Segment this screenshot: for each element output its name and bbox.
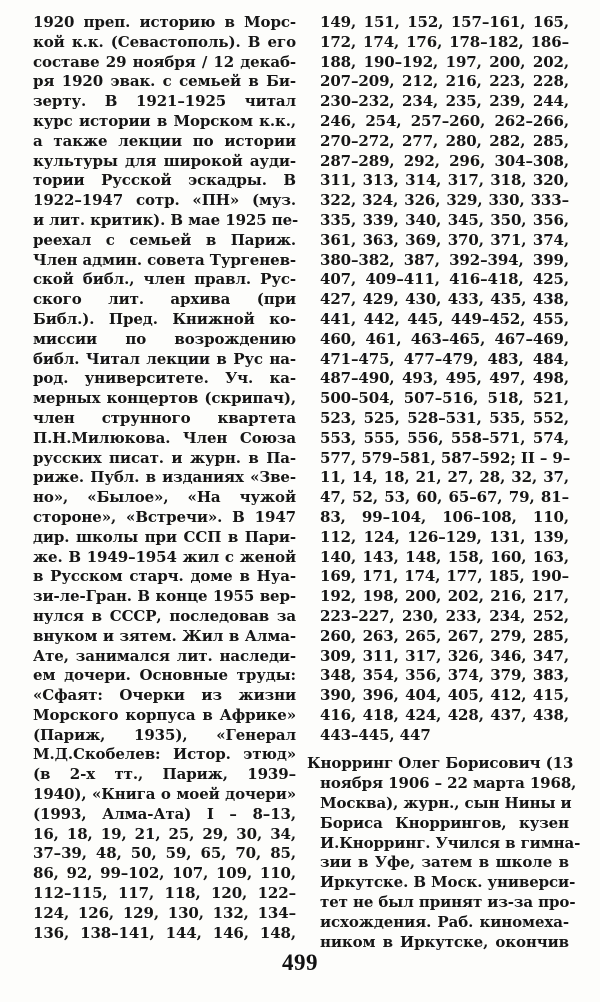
text-line: 47, 52, 53, 60, 65–67, 79, 81– [320, 488, 569, 507]
text-line: а также лекции по истории [33, 131, 296, 150]
text-line: 11, 14, 18, 21, 27, 28, 32, 37, [320, 468, 569, 487]
text-line: тет не был принят из-за про- [320, 893, 576, 912]
text-line: 523, 525, 528–531, 535, 552, [320, 408, 569, 427]
text-line: курс истории в Морском к.к., [33, 111, 296, 130]
text-line: ря 1920 эвак. с семьей в Би- [33, 72, 296, 91]
text-line: 260, 263, 265, 267, 279, 285, [320, 626, 569, 645]
text-line: П.Н.Милюкова. Член Союза [33, 428, 296, 447]
text-line: член струнного квартета [33, 408, 296, 427]
text-line: 83, 99–104, 106–108, 110, [320, 507, 569, 526]
text-line: (в 2-х тт., Париж, 1939– [33, 765, 296, 784]
text-line: 500–504, 507–516, 518, 521, [320, 389, 569, 408]
text-line: Библ.). Пред. Книжной ко- [33, 309, 296, 328]
text-line: 441, 442, 445, 449–452, 455, [320, 309, 569, 328]
text-line: 270–272, 277, 280, 282, 285, [320, 131, 569, 150]
text-line: Кнорринг Олег Борисович (13 [307, 754, 574, 773]
text-line: 577, 579–581, 587–592; II – 9– [320, 448, 571, 467]
text-line: 487–490, 493, 495, 497, 498, [320, 369, 569, 388]
text-line: 169, 171, 174, 177, 185, 190– [320, 567, 569, 586]
text-line: 348, 354, 356, 374, 379, 383, [320, 666, 569, 685]
text-line: культуры для широкой ауди- [33, 151, 296, 170]
text-line: зи-ле-Гран. В конце 1955 вер- [33, 587, 296, 606]
text-line: Морского корпуса в Африке» [33, 705, 296, 724]
text-line: 112–115, 117, 118, 120, 122– [33, 884, 296, 903]
text-line: род. университете. Уч. ка- [33, 369, 296, 388]
paragraph [307, 754, 581, 952]
paragraph [307, 13, 569, 745]
text-line: 230–232, 234, 235, 239, 244, [320, 92, 569, 111]
text-line: И.Кнорринг. Учился в гимна- [320, 833, 581, 852]
text-line: исхождения. Раб. киномеха- [320, 912, 569, 931]
text-line: же. В 1949–1954 жил с женой [33, 547, 296, 566]
text-line: 188, 190–192, 197, 200, 202, [320, 52, 569, 71]
text-line: в Русском старч. доме в Нуа- [33, 567, 296, 586]
text-line: Член админ. совета Тургенев- [33, 250, 297, 269]
text-line: 407, 409–411, 416–418, 425, [320, 270, 569, 289]
text-line: 112, 124, 126–129, 131, 139, [320, 527, 569, 546]
text-line: 416, 418, 424, 428, 437, 438, [320, 705, 569, 724]
text-line: ского лит. архива (при [33, 290, 296, 309]
left-text-column [33, 13, 299, 943]
text-line: мерных концертов (скрипач), [33, 389, 296, 408]
text-line: нулся в СССР, последовав за [33, 606, 296, 625]
text-line: 361, 363, 369, 370, 371, 374, [320, 230, 569, 249]
text-line: 207–209, 212, 216, 223, 228, [320, 72, 569, 91]
text-line: 1922–1947 сотр. «ПН» (муз. [33, 191, 296, 210]
text-line: кой к.к. (Севастополь). В его [33, 32, 296, 51]
text-line: 223–227, 230, 233, 234, 252, [320, 606, 569, 625]
text-line: 427, 429, 430, 433, 435, 438, [320, 290, 569, 309]
text-line: внуком и зятем. Жил в Алма- [33, 626, 296, 645]
text-line: 140, 143, 148, 158, 160, 163, [320, 547, 569, 566]
text-line: 460, 461, 463–465, 467–469, [320, 329, 569, 348]
text-line: 309, 311, 317, 326, 346, 347, [320, 646, 569, 665]
text-line: миссии по возрождению [33, 329, 296, 348]
text-line: 136, 138–141, 144, 146, 148, [33, 923, 296, 942]
text-line: 1920 преп. историю в Морс- [33, 13, 296, 31]
text-line: ем дочери. Основные труды: [33, 666, 296, 685]
text-line: 443–445, 447 [320, 725, 431, 744]
text-line: 37–39, 48, 50, 59, 65, 70, 85, [33, 844, 296, 863]
text-line: тории Русской эскадры. В [33, 171, 296, 190]
text-line: «Сфаят: Очерки из жизни [33, 686, 296, 705]
text-line: ником в Иркутске, окончив [320, 932, 569, 951]
text-line: зерту. В 1921–1925 читал [33, 92, 296, 111]
text-line: 192, 198, 200, 202, 216, 217, [320, 587, 569, 606]
text-line: 390, 396, 404, 405, 412, 415, [320, 686, 569, 705]
text-line: 471–475, 477–479, 483, 484, [320, 349, 569, 368]
text-line: 553, 555, 556, 558–571, 574, [320, 428, 569, 447]
text-line: стороне», «Встречи». В 1947 [33, 507, 296, 526]
text-line: и лит. критик). В мае 1925 пе- [33, 210, 299, 229]
text-line: зии в Уфе, затем в школе в [320, 853, 569, 872]
text-line: 287–289, 292, 296, 304–308, [320, 151, 569, 170]
text-line: риже. Публ. в изданиях «Зве- [33, 468, 296, 487]
text-line: 311, 313, 314, 317, 318, 320, [320, 171, 569, 190]
text-line: 1940), «Книга о моей дочери» [33, 785, 296, 804]
text-line: Москва), журн., сын Нины и [320, 794, 572, 813]
text-line: реехал с семьей в Париж. [33, 230, 296, 249]
text-line: но», «Былое», «На чужой [33, 488, 296, 507]
text-line: Иркутске. В Моск. универси- [320, 873, 576, 892]
text-line: 172, 174, 176, 178–182, 186– [320, 32, 569, 51]
text-line: 380–382, 387, 392–394, 399, [320, 250, 569, 269]
text-line: русских писат. и журн. в Па- [33, 448, 296, 467]
text-line: 86, 92, 99–102, 107, 109, 110, [33, 864, 296, 883]
page-number: 499 [282, 950, 318, 975]
text-line: Бориса Кноррингов, кузен [320, 813, 569, 832]
text-line: 335, 339, 340, 345, 350, 356, [320, 210, 569, 229]
text-line: 322, 324, 326, 329, 330, 333– [320, 191, 569, 210]
text-line: (1993, Алма-Ата) I – 8–13, [33, 804, 296, 823]
text-line: 149, 151, 152, 157–161, 165, [320, 13, 569, 31]
text-line: ской библ., член правл. Рус- [33, 270, 296, 289]
text-line: составе 29 ноября / 12 декаб- [33, 52, 296, 71]
text-line: 124, 126, 129, 130, 132, 134– [33, 903, 296, 922]
paragraph [33, 13, 299, 943]
text-line: (Париж, 1935), «Генерал [33, 725, 296, 744]
text-line: 16, 18, 19, 21, 25, 29, 30, 34, [33, 824, 296, 843]
text-line: дир. школы при ССП в Пари- [33, 527, 296, 546]
text-line: библ. Читал лекции в Рус на- [33, 349, 296, 368]
text-line: ноября 1906 – 22 марта 1968, [320, 774, 577, 793]
text-line: Ате, занимался лит. наследи- [33, 646, 296, 665]
text-line: 246, 254, 257–260, 262–266, [320, 111, 569, 130]
text-line: М.Д.Скобелев: Истор. этюд» [33, 745, 296, 764]
right-text-column [307, 13, 581, 952]
